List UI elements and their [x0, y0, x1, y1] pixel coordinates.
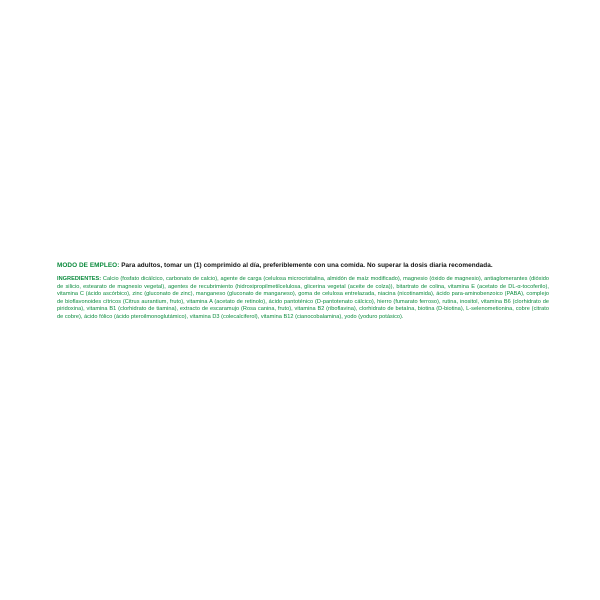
ingredients-list [57, 276, 549, 322]
ingredients-heading: INGREDIENTES: [57, 275, 102, 282]
ingredients-text: Calcio (fosfato dicálcico, carbonato de calcio), agente de carga (celulosa microcristalina, almidón de maíz modificado), magnesio (óxido de magnesio), antiaglomerantes (dióxido de silicio, estearato de magnesio vegetal), agentes de recubrimiento (hidroxipropilmetilcelulosa, glicerina vegetal (aceite de colza)), bitartrato de colina, vitamina E (acetato de DL-α-tocoferilo), vitamina C (ácido ascórbico), zinc (gluconato de zinc), manganeso (gluconato de manganeso), goma de celulosa entrelazada, niacina (nicotinamida), ácido para-aminobenzoico (PABA), complejo de bioflavonoides cítricos (Citrus aurantium, fruto), vitamina A (acetato de retinolo), ácido pantoténico (D-pantotenato cálcico), hierro (fumarato ferroso), rutina, inositol, vitamina B6 (clorhidrato de piridoxina), vitamina B1 (clorhidrato de tiamina), extracto de escaramujo (Rosa canina, fruto), vitamina B2 (riboflavina), clorhidrato de betaína, biotina (D-biotina), L-selenometionina, cobre (citrato de cobre), ácido fólico (ácido pteroilmonoglutámico), vitamina D3 (colecalciferol), vitamina B12 (cianocobalamina), yodo (yoduro potásico). [57, 275, 550, 320]
usage-heading: MODO DE EMPLEO: [57, 262, 120, 270]
usage-instructions [57, 261, 549, 270]
label-text-block [57, 255, 549, 327]
usage-text: Para adultos, tomar un (1) comprimido al día, preferiblemente con una comida. No superar la dosis diaria recomendada. [121, 262, 493, 270]
